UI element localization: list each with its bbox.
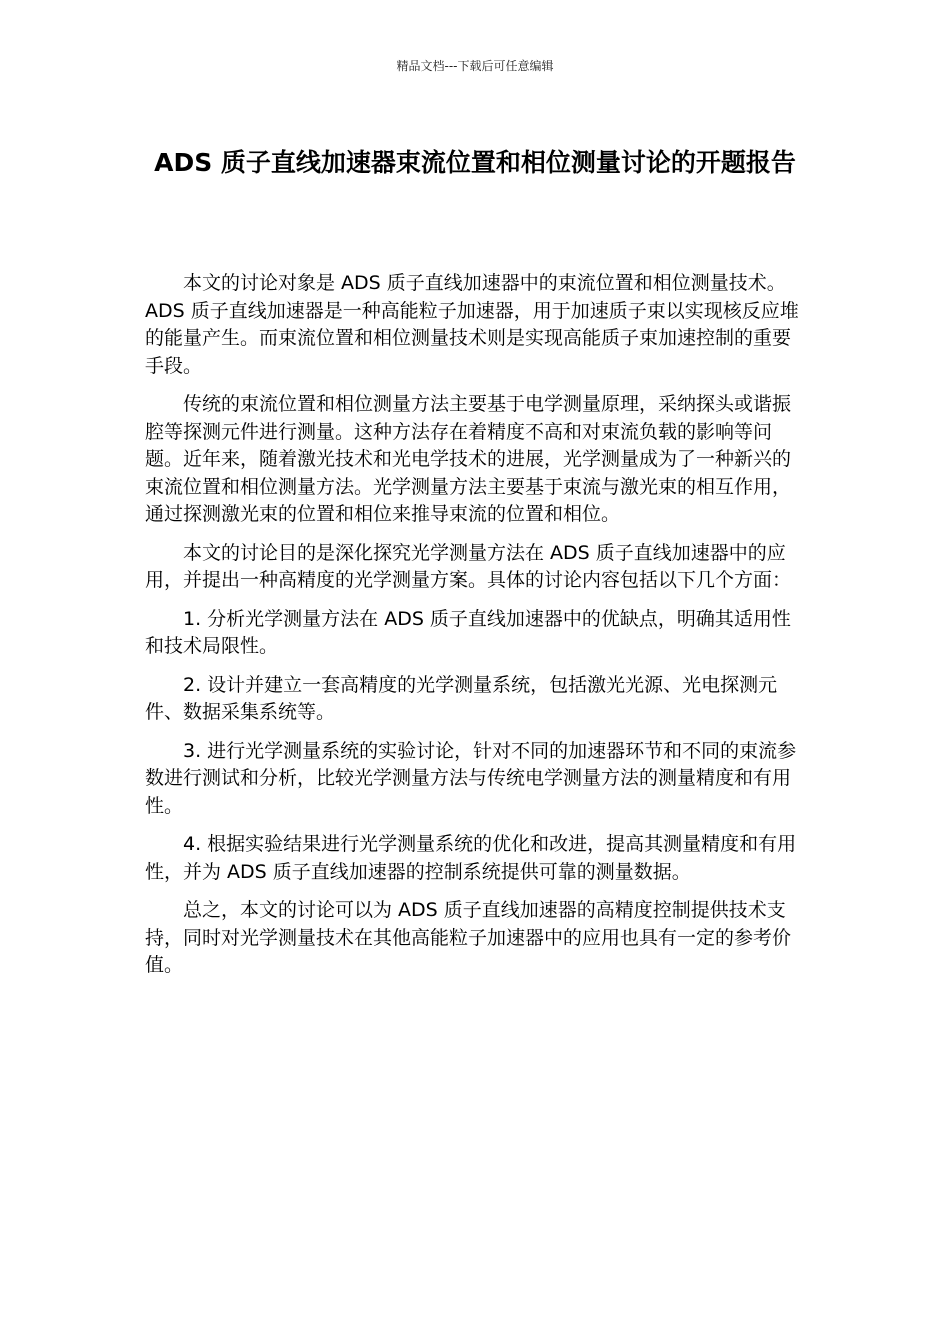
paragraph-conclusion: 总之，本文的讨论可以为 ADS 质子直线加速器的高精度控制提供技术支持，同时对光学测量技术在其他高能粒子加速器中的应用也具有一定的参考价值。 — [145, 899, 792, 976]
paragraph-purpose: 本文的讨论目的是深化探究光学测量方法在 ADS 质子直线加速器中的应用，并提出一种高精度的光学测量方案。具体的讨论内容包括以下几个方面： — [145, 541, 792, 591]
list-item: 4. 根据实验结果进行光学测量系统的优化和改进，提高其测量精度和有用性，并为 ADS 质子直线加速器的控制系统提供可靠的测量数据。 — [145, 833, 797, 883]
document-title: ADS 质子直线加速器束流位置和相位测量讨论的开题报告 — [154, 148, 796, 177]
list-item: 1. 分析光学测量方法在 ADS 质子直线加速器中的优缺点，明确其适用性和技术局限性。 — [145, 607, 791, 657]
paragraph-intro: 本文的讨论对象是 ADS 质子直线加速器中的束流位置和相位测量技术。ADS 质子直线加速器是一种高能粒子加速器，用于加速质子束以实现核反应堆的能量产生。而束流位置和相位测量技术则是实现高能质子束加速控制的重要手段。 — [145, 272, 799, 377]
list-item: 2. 设计并建立一套高精度的光学测量系统，包括激光光源、光电探测元件、数据采集系统等。 — [145, 673, 778, 723]
document-body — [145, 270, 807, 991]
list-item: 3. 进行光学测量系统的实验讨论，针对不同的加速器环节和不同的束流参数进行测试和分析，比较光学测量方法与传统电学测量方法的测量精度和有用性。 — [145, 739, 797, 817]
paragraph-background: 传统的束流位置和相位测量方法主要基于电学测量原理，采纳探头或谐振腔等探测元件进行测量。这种方法存在着精度不高和对束流负载的影响等问题。近年来，随着激光技术和光电学技术的进展，光学测量成为了一种新兴的束流位置和相位测量方法。光学测量方法主要基于束流与激光束的相互作用，通过探测激光束的位置和相位来推导束流的位置和相位。 — [145, 393, 792, 525]
header-note: 精品文档---下载后可任意编辑 — [396, 59, 554, 73]
